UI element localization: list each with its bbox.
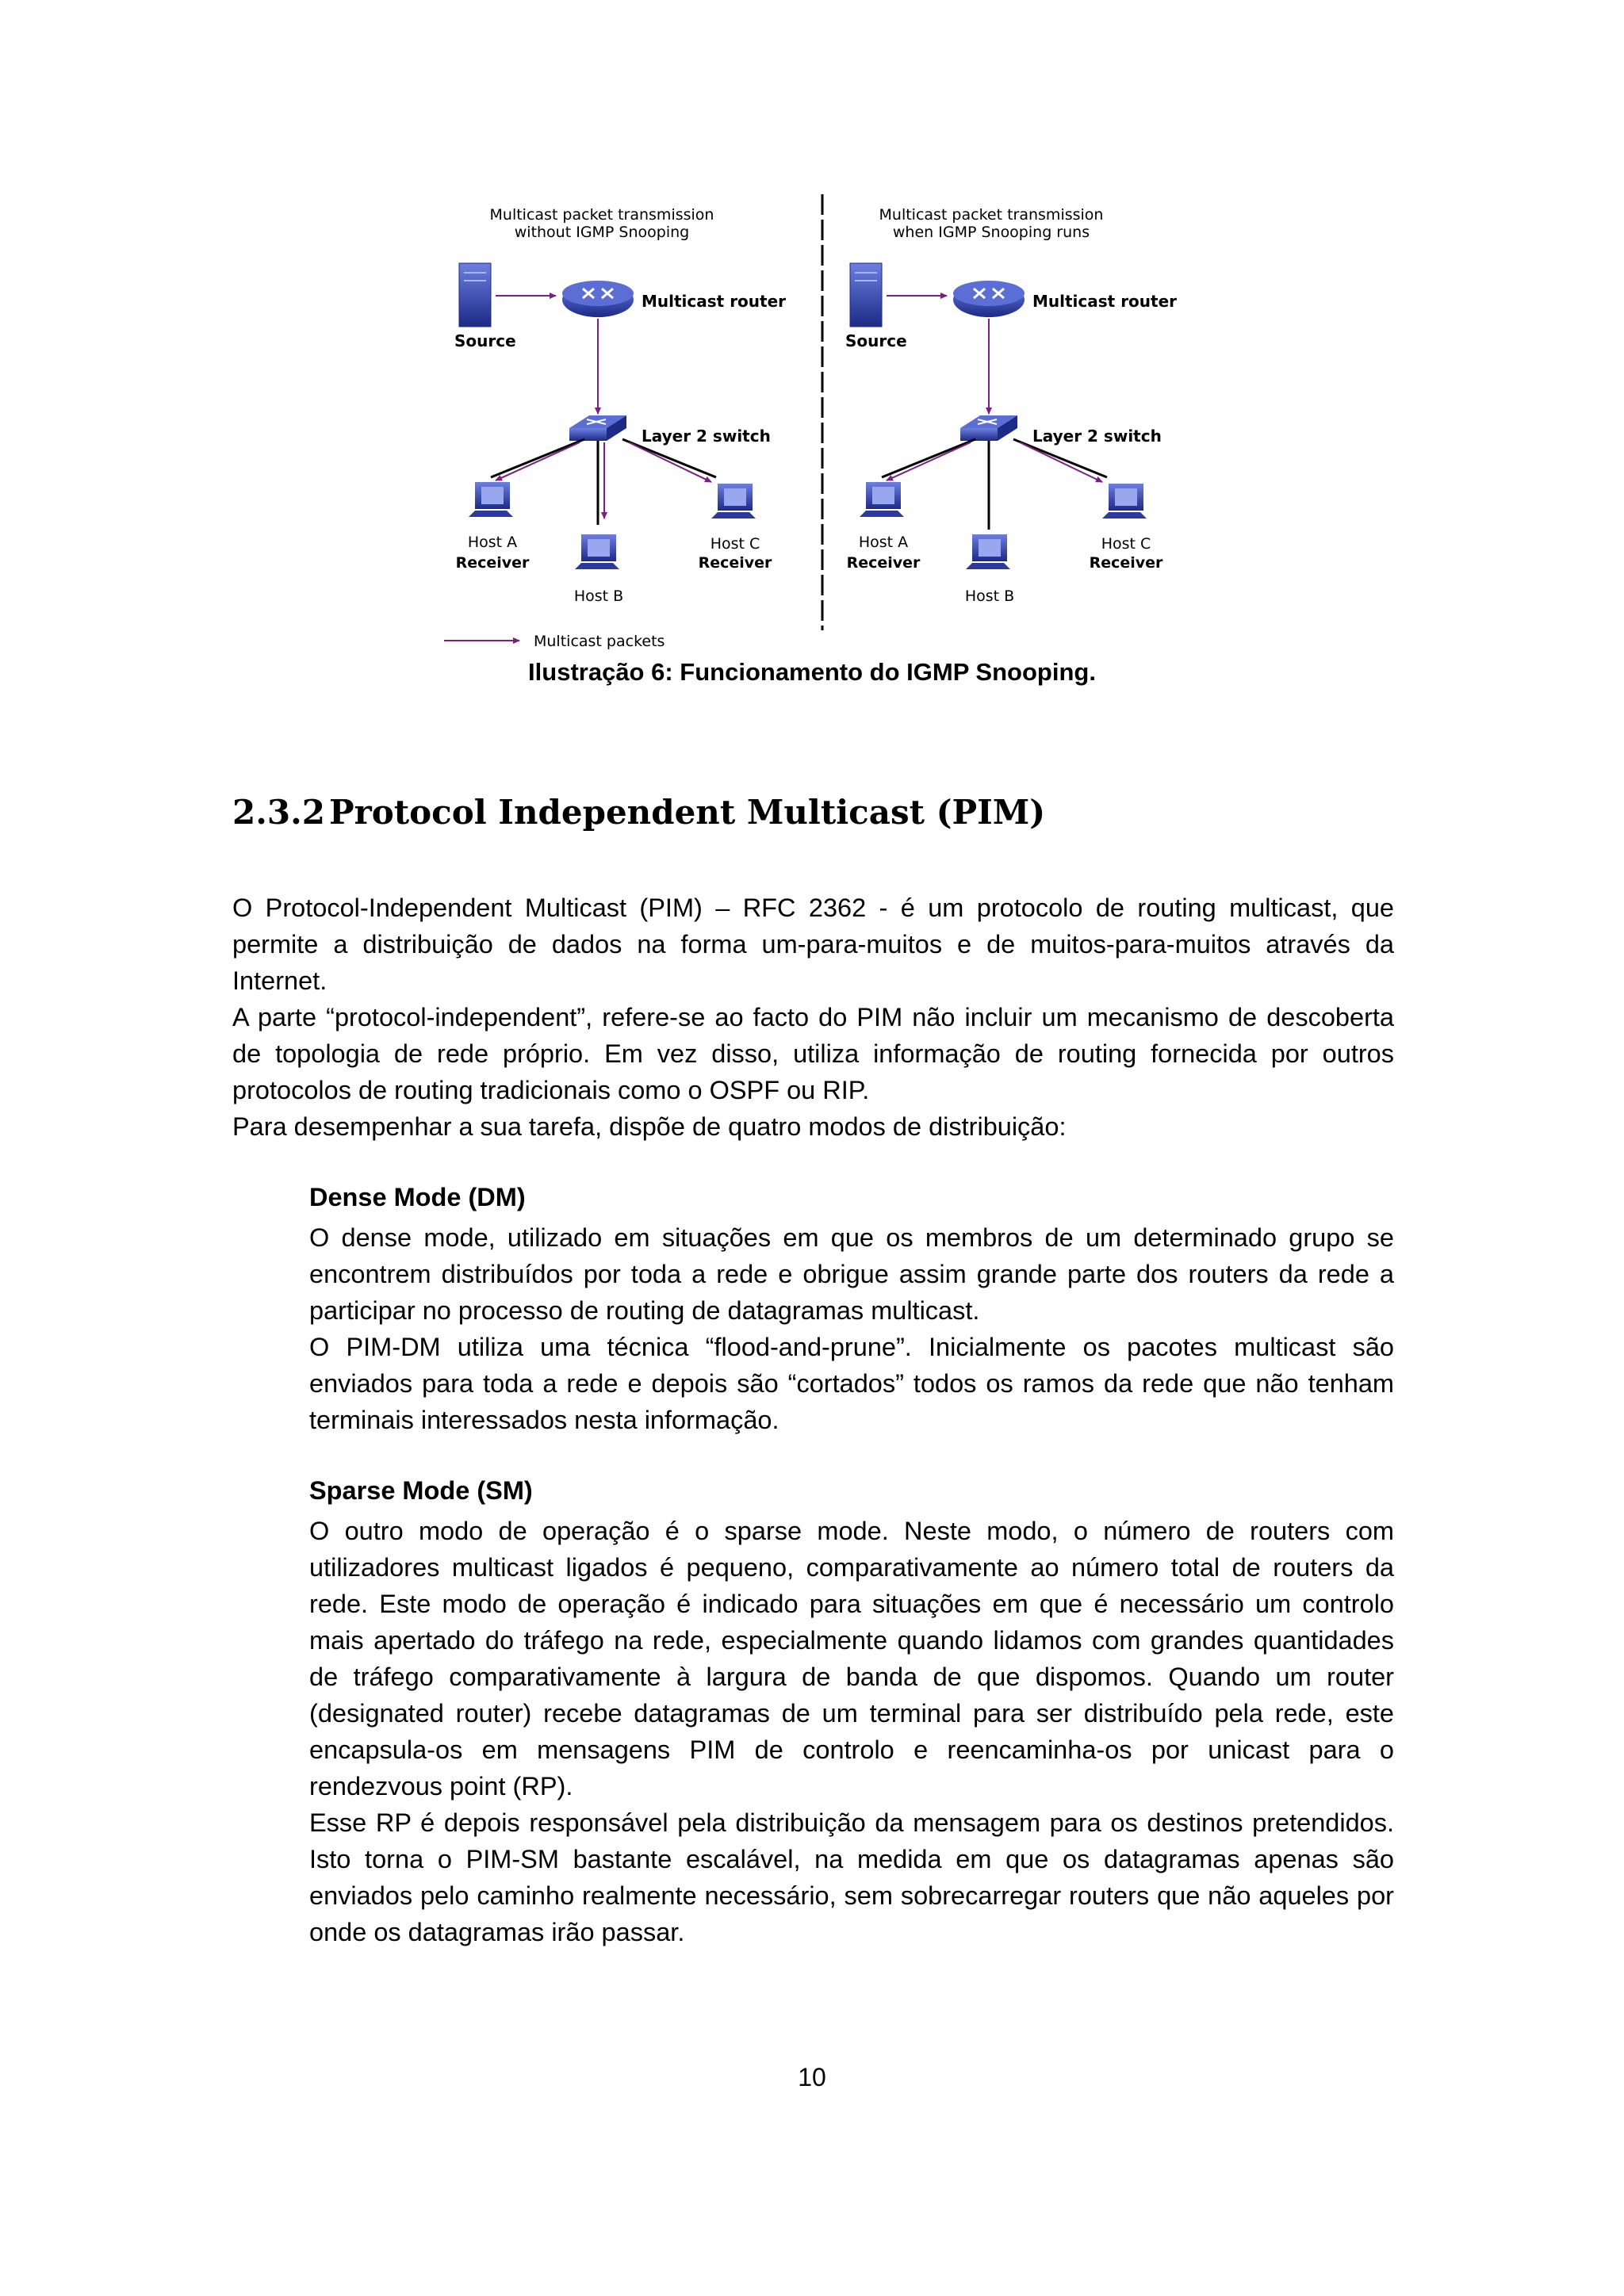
host-a-computer-icon (469, 482, 513, 517)
dense-mode-paragraph-1: O dense mode, utilizado em situações em que os membros de um determinado grupo se encontrem distribuídos por toda a rede e obrigue assim grande parte dos routers da rede a participar no processo de routing de datagramas multicast. (309, 1223, 1394, 1325)
host-c-computer-icon (1102, 484, 1147, 519)
multicast-router-icon (953, 281, 1025, 317)
sparse-mode-heading: Sparse Mode (SM) (309, 1476, 533, 1505)
left-host-c-receiver: Receiver (698, 554, 772, 572)
right-switch-label: Layer 2 switch (1032, 427, 1162, 446)
legend (444, 633, 665, 650)
right-host-c-label: Host C (1101, 535, 1151, 553)
layer2-switch-icon (569, 415, 626, 441)
left-host-a-receiver: Receiver (455, 554, 530, 572)
left-panel (454, 206, 786, 605)
right-panel (845, 206, 1177, 605)
host-a-computer-icon (860, 482, 904, 517)
right-source-label: Source (845, 331, 907, 350)
page-number: 10 (798, 2063, 826, 2091)
left-router-label: Multicast router (642, 292, 787, 311)
multicast-router-icon (562, 281, 634, 317)
left-switch-label: Layer 2 switch (642, 427, 771, 446)
right-title-line1: Multicast packet transmission (879, 206, 1104, 224)
right-title-line2: when IGMP Snooping runs (892, 224, 1090, 241)
host-c-computer-icon (711, 484, 756, 519)
sparse-mode-paragraph-2: Esse RP é depois responsável pela distribuição da mensagem para os destinos pretendidos. Isto torna o PIM-SM bastante escalável, na medida em que os datagramas apenas são enviados pelo caminho realmente necessário, sem sobrecarregar routers que não aqueles por onde os datagramas irão passar. (309, 1808, 1394, 1946)
right-host-a-label: Host A (858, 534, 909, 551)
source-server-icon (459, 263, 491, 327)
section-heading (232, 793, 1045, 832)
paragraph-modes-intro: Para desempenhar a sua tarefa, dispõe de quatro modos de distribuição: (232, 1112, 1067, 1141)
dense-mode-heading: Dense Mode (DM) (309, 1183, 526, 1211)
left-source-label: Source (454, 331, 516, 350)
right-host-a-receiver: Receiver (846, 554, 921, 572)
left-title-line2: without IGMP Snooping (514, 224, 690, 241)
legend-label: Multicast packets (534, 633, 665, 650)
layer2-switch-icon (960, 415, 1017, 441)
source-server-icon (850, 263, 882, 327)
right-host-c-receiver: Receiver (1089, 554, 1163, 572)
dense-mode-paragraph-2: O PIM-DM utiliza uma técnica “flood-and-prune”. Inicialmente os pacotes multicast são enviados para toda a rede e depois são “cortados” todos os ramos da rede que não tenham terminais interessados nesta informação. (309, 1333, 1394, 1434)
paragraph-pim-intro: O Protocol-Independent Multicast (PIM) – RFC 2362 - é um protocolo de routing multicast, que permite a distribuição de dados na forma um-para-muitos e de muitos-para-muitos através da Internet. (232, 894, 1394, 995)
right-host-b-label: Host B (964, 587, 1015, 605)
figure-caption: Ilustração 6: Funcionamento do IGMP Snooping. (528, 658, 1096, 686)
sparse-mode-paragraph-1: O outro modo de operação é o sparse mode. Neste modo, o número de routers com utilizadores multicast ligados é pequeno, comparativamente ao número total de routers da rede. Este modo de operação é indicado para situações em que é necessário um controlo mais apertado do tráfego na rede, especialmente quando lidamos com grandes quantidades de tráfego comparativamente à largura de banda de que dispomos. Quando um router (designated router) recebe datagramas de um terminal para ser distribuído pela rede, este encapsula-os em mensagens PIM de controlo e reencaminha-os por unicast para o rendezvous point (RP). (309, 1517, 1394, 1800)
paragraph-protocol-independent: A parte “protocol-independent”, refere-se ao facto do PIM não incluir um mecanismo de descoberta de topologia de rede próprio. Em vez disso, utiliza informação de routing fornecida por outros protocolos de routing tradicionais como o OSPF ou RIP. (232, 1003, 1394, 1104)
section-number: 2.3.2 (232, 793, 325, 832)
host-b-computer-icon (966, 534, 1010, 569)
host-b-computer-icon (575, 534, 619, 569)
left-host-c-label: Host C (710, 535, 760, 553)
section-title: Protocol Independent Multicast (PIM) (329, 793, 1046, 832)
left-host-a-label: Host A (467, 534, 518, 551)
right-router-label: Multicast router (1032, 292, 1178, 311)
left-host-b-label: Host B (573, 587, 624, 605)
left-title-line1: Multicast packet transmission (489, 206, 714, 224)
igmp-snooping-diagram (440, 190, 1193, 658)
